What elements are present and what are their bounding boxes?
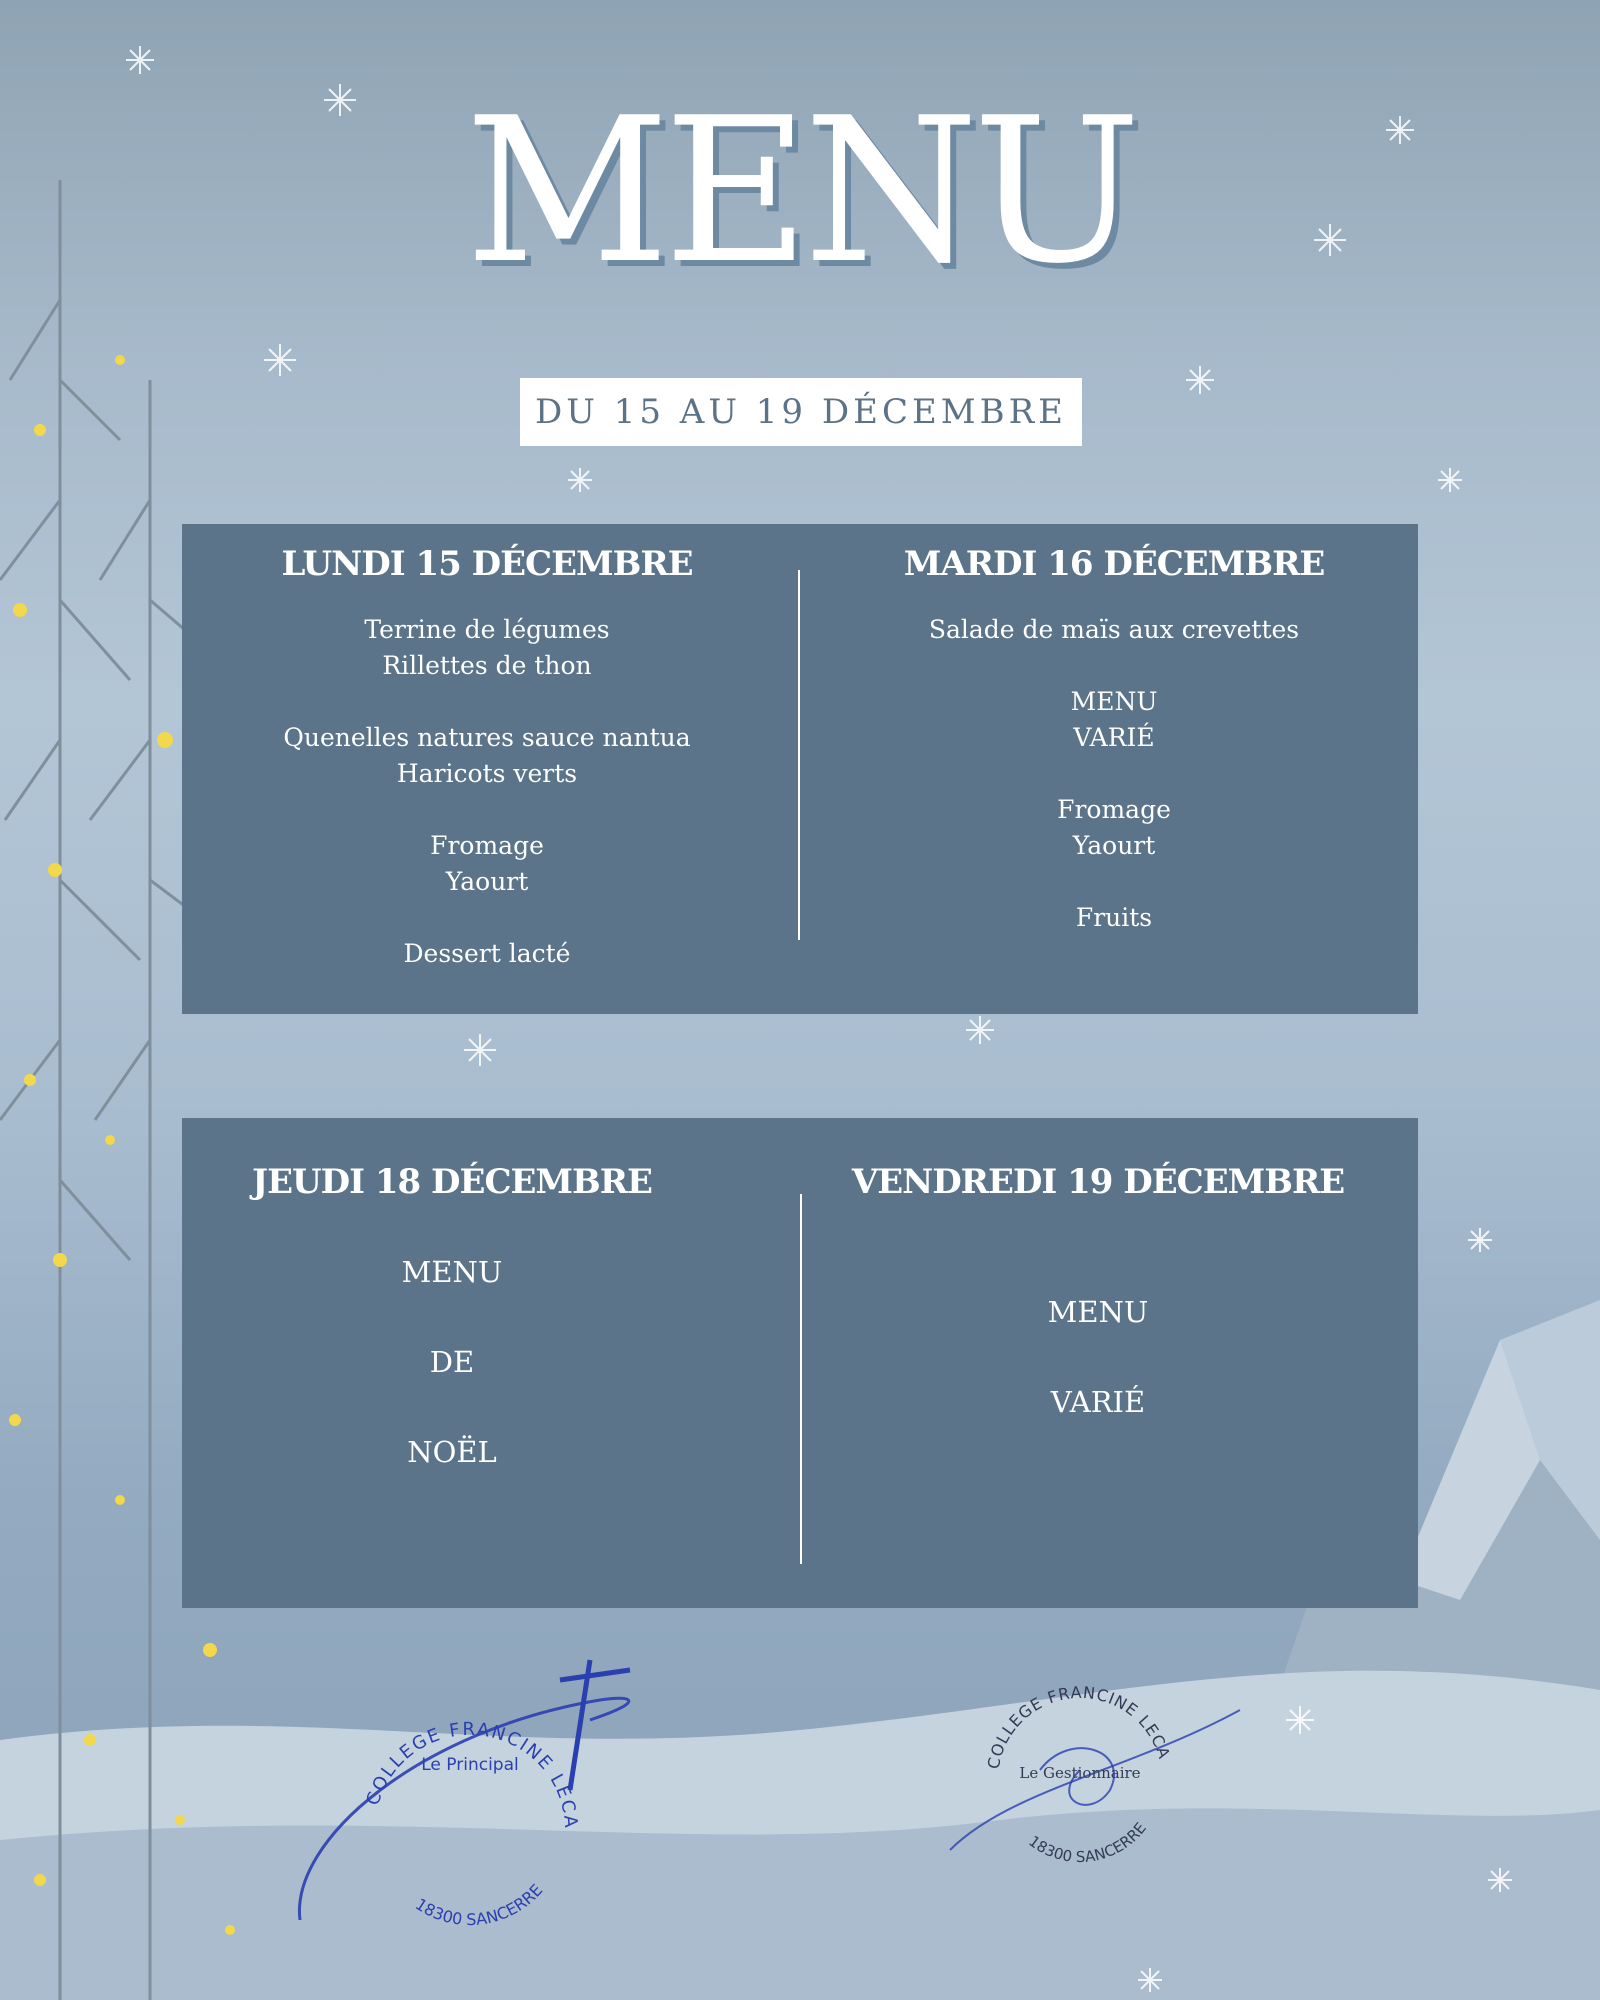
menu-line: Fromage	[1057, 795, 1171, 824]
menu-line: Rillettes de thon	[382, 651, 592, 680]
gestionnaire-stamp	[930, 1650, 1260, 1890]
stamp-city-text: 18300 SANCERRE	[411, 1880, 547, 1930]
menu-line: Yaourt	[1072, 831, 1156, 860]
menu-line: Terrine de légumes	[364, 615, 610, 644]
svg-text:18300 SANCERRE	[412, 1880, 546, 1929]
menu-line	[207, 792, 767, 828]
menu-line: DE	[429, 1345, 475, 1379]
menu-panel-top	[182, 524, 1418, 1014]
menu-line	[172, 1385, 732, 1430]
menu-line: Quenelles natures sauce nantua	[283, 723, 691, 752]
menu-line: Dessert lacté	[403, 939, 571, 968]
day-column-monday	[207, 524, 767, 972]
stamp-city-text: 18300 SANCERRE	[1025, 1819, 1150, 1867]
menu-line	[834, 756, 1394, 792]
day-column-tuesday	[834, 524, 1394, 936]
svg-text:18300 SANCERRE	[1025, 1819, 1150, 1866]
menu-line: Fromage	[430, 831, 544, 860]
svg-text:COLLEGE FRANCINE LECA	[984, 1683, 1174, 1771]
principal-stamp	[270, 1640, 690, 1960]
day-heading: VENDREDI 19 DÉCEMBRE	[851, 1162, 1345, 1202]
menu-line	[207, 900, 767, 936]
stamp-role-text: Le Principal	[421, 1755, 519, 1775]
menu-line	[834, 648, 1394, 684]
menu-line	[172, 1295, 732, 1340]
date-range-banner	[520, 378, 1082, 446]
menu-line: Yaourt	[445, 867, 529, 896]
menu-line	[207, 684, 767, 720]
menu-line: Haricots verts	[396, 759, 578, 788]
menu-panel-bottom	[182, 1118, 1418, 1608]
menu-line: NOËL	[407, 1435, 497, 1469]
menu-line: Salade de maïs aux crevettes	[928, 615, 1300, 644]
menu-line: VARIÉ	[1073, 723, 1155, 752]
stamp-role-text: Le Gestionnaire	[1019, 1764, 1141, 1782]
date-range-label: DU 15 AU 19 DÉCEMBRE	[534, 392, 1067, 432]
menu-line: VARIÉ	[1050, 1385, 1146, 1419]
day-heading: MARDI 16 DÉCEMBRE	[903, 544, 1325, 584]
menu-line: MENU	[401, 1255, 503, 1289]
stamp-college-text: COLLEGE FRANCINE LECA	[362, 1718, 582, 1831]
menu-line: MENU	[1070, 687, 1158, 716]
day-heading: JEUDI 18 DÉCEMBRE	[252, 1162, 652, 1202]
column-divider	[798, 570, 800, 940]
menu-line	[834, 864, 1394, 900]
menu-line: Fruits	[1075, 903, 1153, 932]
menu-line: MENU	[1047, 1295, 1149, 1329]
stamp-college-text: COLLEGE FRANCINE LECA	[983, 1682, 1175, 1771]
day-heading: LUNDI 15 DÉCEMBRE	[281, 544, 693, 584]
page-title: MENU	[464, 75, 1136, 308]
column-divider	[800, 1194, 802, 1564]
day-column-friday	[818, 1118, 1378, 1425]
day-column-thursday	[172, 1118, 732, 1475]
menu-line	[818, 1335, 1378, 1380]
